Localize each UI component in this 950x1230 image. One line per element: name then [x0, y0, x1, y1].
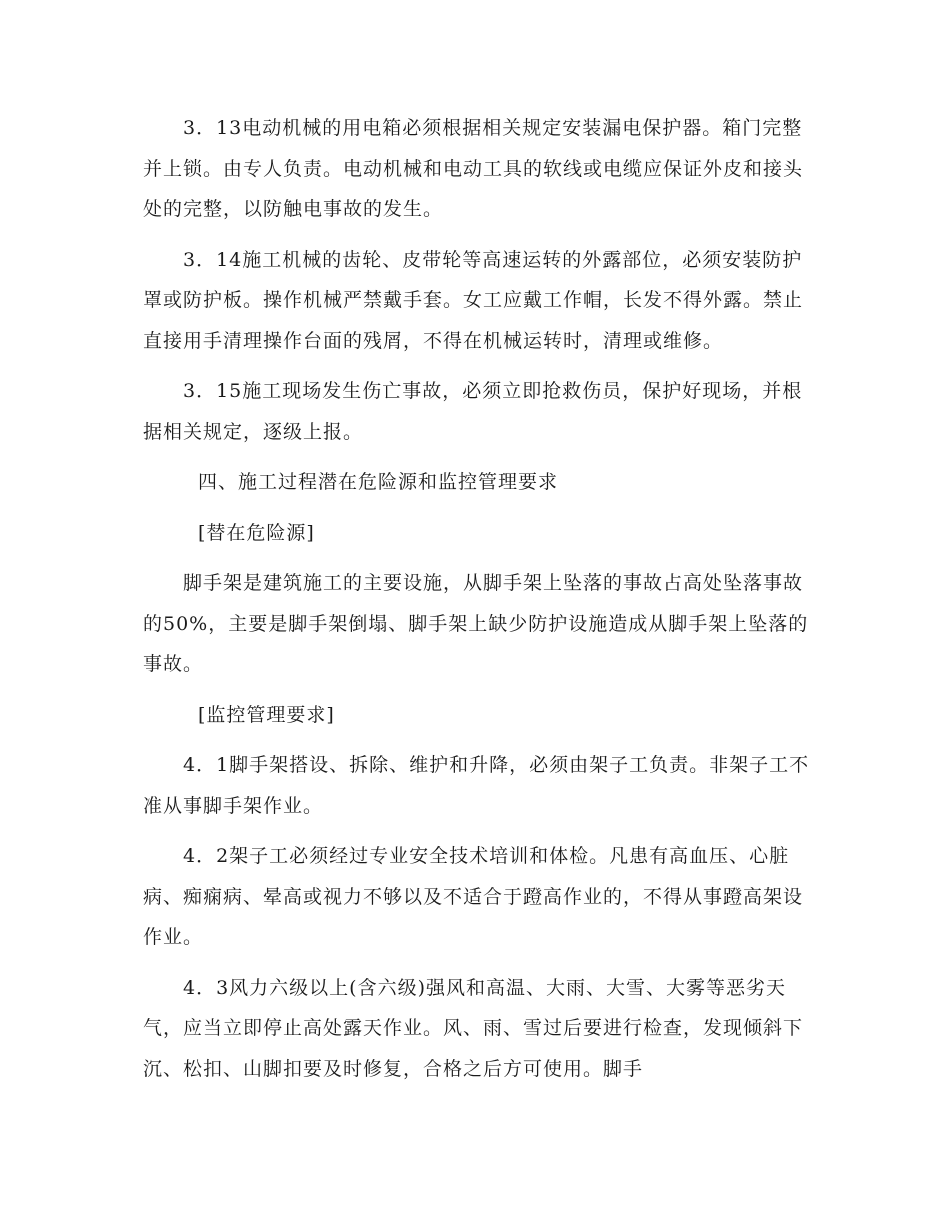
subheading-hazard-source: [替在危险源]	[198, 521, 315, 544]
paragraph-4-1: 4．1脚手架搭设、拆除、维护和升降，必须由架子工负责。非架子工不准从事脚手架作业。	[143, 754, 810, 817]
section-heading-4: 四、施工过程潜在危险源和监控管理要求	[198, 471, 559, 493]
paragraph-3-15: 3．15施工现场发生伤亡事故，必须立即抢救伤员，保护好现场，并根据相关规定，逐级上报。	[143, 380, 803, 443]
paragraph-4-3: 4．3风力六级以上(含六级)强风和高温、大雨、大雪、大雾等恶劣天气，应当立即停止高处露天作业。风、雨、雪过后要进行检查，发现倾斜下沉、松扣、山脚扣要及时修复，合格之后方可使用。脚手	[143, 976, 804, 1080]
paragraph-3-13: 3．13电动机械的用电箱必须根据相关规定安装漏电保护器。箱门完整并上锁。由专人负责。电动机械和电动工具的软线或电缆应保证外皮和接头处的完整，以防触电事故的发生。	[143, 117, 804, 220]
document-body	[143, 108, 815, 1099]
paragraph-3-14: 3．14施工机械的齿轮、皮带轮等高速运转的外露部位，必须安装防护罩或防护板。操作机械严禁戴手套。女工应戴工作帽，长发不得外露。禁止直接用手清理操作台面的残屑，不得在机械运转时，清理或维修。	[143, 248, 804, 352]
paragraph-scaffold-intro: 脚手架是建筑施工的主要设施，从脚手架上坠落的事故占高处坠落事故的50%，主要是脚手架倒塌、脚手架上缺少防护设施造成从脚手架上坠落的事故。	[143, 572, 809, 675]
paragraph-4-2: 4．2架子工必须经过专业安全技术培训和体检。凡患有高血压、心脏病、痴痫病、晕高或视力不够以及不适合于蹬高作业的，不得从事蹬高架设作业。	[143, 845, 804, 948]
subheading-monitoring-requirements: [监控管理要求]	[198, 703, 335, 726]
